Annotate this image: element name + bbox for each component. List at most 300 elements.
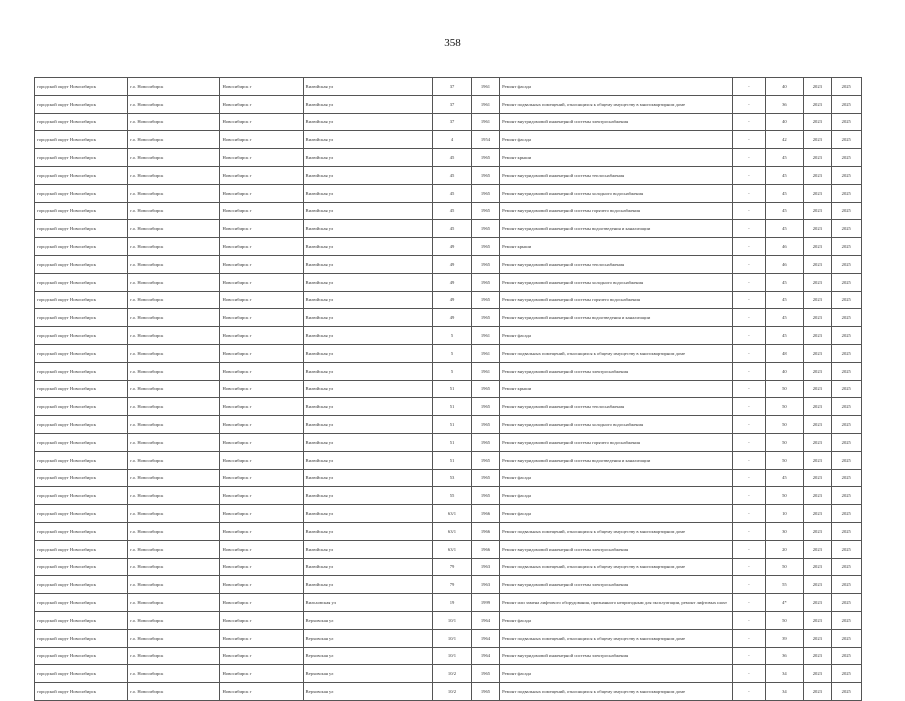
end-year-cell: 2025 — [831, 629, 861, 647]
page-number: 358 — [444, 37, 461, 49]
house-number-cell: 51 — [433, 433, 472, 451]
end-year-cell: 2025 — [831, 469, 861, 487]
city-cell: Новосибирск г — [220, 291, 303, 309]
municipality-cell: городской округ Новосибирск — [35, 611, 128, 629]
district-cell: г.о. Новосибирск — [128, 540, 220, 558]
district-cell: г.о. Новосибирск — [128, 665, 220, 683]
end-year-cell: 2025 — [831, 362, 861, 380]
city-cell: Новосибирск г — [220, 238, 303, 256]
district-cell: г.о. Новосибирск — [128, 505, 220, 523]
year-built-cell: 1961 — [471, 327, 499, 345]
street-cell: Вилюйская ул — [303, 309, 433, 327]
start-year-cell: 2023 — [804, 451, 831, 469]
district-cell: г.о. Новосибирск — [128, 576, 220, 594]
start-year-cell: 2023 — [804, 291, 831, 309]
work-type-cell: Ремонт внутридомовой инженерной системы водоотведения и канализации — [500, 451, 733, 469]
house-number-cell: 49 — [433, 291, 472, 309]
table-row — [35, 576, 862, 594]
year-built-cell: 1965 — [471, 220, 499, 238]
city-cell: Новосибирск г — [220, 273, 303, 291]
year-built-cell: 1964 — [471, 647, 499, 665]
district-cell: г.о. Новосибирск — [128, 522, 220, 540]
building-age-cell: 40 — [765, 362, 804, 380]
city-cell: Новосибирск г — [220, 469, 303, 487]
district-cell: г.о. Новосибирск — [128, 611, 220, 629]
table-row — [35, 683, 862, 701]
street-cell: Вилюйская ул — [303, 166, 433, 184]
work-type-cell: Ремонт внутридомовой инженерной системы горячего водоснабжения — [500, 433, 733, 451]
house-number-cell: 5 — [433, 344, 472, 362]
table-row — [35, 558, 862, 576]
district-cell: г.о. Новосибирск — [128, 487, 220, 505]
house-number-cell: 51 — [433, 416, 472, 434]
house-number-cell: 45 — [433, 166, 472, 184]
year-built-cell: 1965 — [471, 451, 499, 469]
municipality-cell: городской округ Новосибирск — [35, 683, 128, 701]
table-row — [35, 540, 862, 558]
house-number-cell: 79 — [433, 558, 472, 576]
district-cell: г.о. Новосибирск — [128, 362, 220, 380]
municipality-cell: городской округ Новосибирск — [35, 95, 128, 113]
start-year-cell: 2023 — [804, 309, 831, 327]
start-year-cell: 2023 — [804, 166, 831, 184]
planned-cost-cell: - — [733, 166, 765, 184]
building-age-cell: 45 — [765, 309, 804, 327]
building-age-cell: 50 — [765, 487, 804, 505]
planned-cost-cell: - — [733, 487, 765, 505]
start-year-cell: 2023 — [804, 78, 831, 96]
table-row — [35, 95, 862, 113]
year-built-cell: 1966 — [471, 522, 499, 540]
district-cell: г.о. Новосибирск — [128, 220, 220, 238]
building-age-cell: 50 — [765, 451, 804, 469]
start-year-cell: 2023 — [804, 398, 831, 416]
house-number-cell: 45 — [433, 220, 472, 238]
district-cell: г.о. Новосибирск — [128, 95, 220, 113]
planned-cost-cell: - — [733, 149, 765, 167]
planned-cost-cell: - — [733, 291, 765, 309]
municipality-cell: городской округ Новосибирск — [35, 433, 128, 451]
municipality-cell: городской округ Новосибирск — [35, 202, 128, 220]
year-built-cell: 1963 — [471, 576, 499, 594]
year-built-cell: 1961 — [471, 344, 499, 362]
year-built-cell: 1965 — [471, 184, 499, 202]
building-age-cell: 45 — [765, 327, 804, 345]
city-cell: Новосибирск г — [220, 398, 303, 416]
district-cell: г.о. Новосибирск — [128, 78, 220, 96]
city-cell: Новосибирск г — [220, 683, 303, 701]
planned-cost-cell: - — [733, 273, 765, 291]
city-cell: Новосибирск г — [220, 594, 303, 612]
work-type-cell: Ремонт подвальных помещений, относящихся к общему имуществу в многоквартирном доме — [500, 629, 733, 647]
planned-cost-cell: - — [733, 629, 765, 647]
end-year-cell: 2025 — [831, 220, 861, 238]
work-type-cell: Ремонт фасада — [500, 611, 733, 629]
district-cell: г.о. Новосибирск — [128, 594, 220, 612]
municipality-cell: городской округ Новосибирск — [35, 113, 128, 131]
street-cell: Вилюйская ул — [303, 469, 433, 487]
house-number-cell: 63/1 — [433, 505, 472, 523]
table-row — [35, 184, 862, 202]
street-cell: Вилюйская ул — [303, 202, 433, 220]
house-number-cell: 49 — [433, 309, 472, 327]
municipality-cell: городской округ Новосибирск — [35, 273, 128, 291]
table-row — [35, 487, 862, 505]
district-cell: г.о. Новосибирск — [128, 291, 220, 309]
planned-cost-cell: - — [733, 433, 765, 451]
start-year-cell: 2023 — [804, 629, 831, 647]
municipality-cell: городской округ Новосибирск — [35, 149, 128, 167]
table-row — [35, 131, 862, 149]
work-type-cell: Ремонт подвальных помещений, относящихся к общему имуществу в многоквартирном доме — [500, 683, 733, 701]
work-type-cell: Ремонт фасада — [500, 665, 733, 683]
start-year-cell: 2023 — [804, 505, 831, 523]
street-cell: Вилюйская ул — [303, 487, 433, 505]
house-number-cell: 53 — [433, 469, 472, 487]
building-age-cell: 50 — [765, 398, 804, 416]
year-built-cell: 1961 — [471, 113, 499, 131]
building-age-cell: 40 — [765, 113, 804, 131]
city-cell: Новосибирск г — [220, 629, 303, 647]
building-age-cell: 48 — [765, 344, 804, 362]
start-year-cell: 2023 — [804, 184, 831, 202]
district-cell: г.о. Новосибирск — [128, 149, 220, 167]
house-number-cell: 63/1 — [433, 522, 472, 540]
city-cell: Новосибирск г — [220, 611, 303, 629]
work-type-cell: Ремонт подвальных помещений, относящихся к общему имуществу в многоквартирном доме — [500, 95, 733, 113]
table-row — [35, 202, 862, 220]
year-built-cell: 1965 — [471, 273, 499, 291]
city-cell: Новосибирск г — [220, 309, 303, 327]
district-cell: г.о. Новосибирск — [128, 166, 220, 184]
table-row — [35, 149, 862, 167]
building-age-cell: 45 — [765, 220, 804, 238]
district-cell: г.о. Новосибирск — [128, 469, 220, 487]
house-number-cell: 37 — [433, 95, 472, 113]
work-type-cell: Ремонт подвальных помещений, относящихся к общему имуществу в многоквартирном доме — [500, 344, 733, 362]
street-cell: Вилюйская ул — [303, 220, 433, 238]
building-age-cell: 45 — [765, 202, 804, 220]
district-cell: г.о. Новосибирск — [128, 131, 220, 149]
street-cell: Вилюйская ул — [303, 522, 433, 540]
district-cell: г.о. Новосибирск — [128, 309, 220, 327]
district-cell: г.о. Новосибирск — [128, 202, 220, 220]
building-age-cell: 42 — [765, 131, 804, 149]
end-year-cell: 2025 — [831, 505, 861, 523]
city-cell: Новосибирск г — [220, 344, 303, 362]
year-built-cell: 1964 — [471, 611, 499, 629]
table-row — [35, 469, 862, 487]
house-number-cell: 51 — [433, 398, 472, 416]
table-row — [35, 416, 862, 434]
municipality-cell: городской округ Новосибирск — [35, 629, 128, 647]
start-year-cell: 2023 — [804, 362, 831, 380]
table-row — [35, 113, 862, 131]
work-type-cell: Ремонт внутридомовой инженерной системы холодного водоснабжения — [500, 273, 733, 291]
planned-cost-cell: - — [733, 255, 765, 273]
city-cell: Новосибирск г — [220, 131, 303, 149]
year-built-cell: 1966 — [471, 540, 499, 558]
city-cell: Новосибирск г — [220, 184, 303, 202]
house-number-cell: 79 — [433, 576, 472, 594]
work-type-cell: Ремонт фасада — [500, 327, 733, 345]
planned-cost-cell: - — [733, 131, 765, 149]
street-cell: Верховская ул — [303, 683, 433, 701]
end-year-cell: 2025 — [831, 611, 861, 629]
planned-cost-cell: - — [733, 220, 765, 238]
building-age-cell: 45 — [765, 291, 804, 309]
end-year-cell: 2025 — [831, 416, 861, 434]
year-built-cell: 1965 — [471, 433, 499, 451]
year-built-cell: 1965 — [471, 309, 499, 327]
planned-cost-cell: - — [733, 522, 765, 540]
municipality-cell: городской округ Новосибирск — [35, 327, 128, 345]
district-cell: г.о. Новосибирск — [128, 380, 220, 398]
municipality-cell: городской округ Новосибирск — [35, 665, 128, 683]
building-age-cell: 45 — [765, 184, 804, 202]
work-type-cell: Ремонт крыши — [500, 380, 733, 398]
work-type-cell: Ремонт внутридомовой инженерной системы теплоснабжения — [500, 166, 733, 184]
municipality-cell: городской округ Новосибирск — [35, 451, 128, 469]
city-cell: Новосибирск г — [220, 576, 303, 594]
building-age-cell: 34 — [765, 683, 804, 701]
planned-cost-cell: - — [733, 647, 765, 665]
street-cell: Вилюйская ул — [303, 398, 433, 416]
planned-cost-cell: - — [733, 362, 765, 380]
table-row — [35, 362, 862, 380]
year-built-cell: 1965 — [471, 416, 499, 434]
table-row — [35, 629, 862, 647]
work-type-cell: Ремонт фасада — [500, 469, 733, 487]
building-age-cell: 46 — [765, 255, 804, 273]
house-number-cell: 55 — [433, 487, 472, 505]
city-cell: Новосибирск г — [220, 558, 303, 576]
street-cell: Вилюйская ул — [303, 131, 433, 149]
end-year-cell: 2025 — [831, 113, 861, 131]
building-age-cell: 45 — [765, 149, 804, 167]
end-year-cell: 2025 — [831, 309, 861, 327]
year-built-cell: 1965 — [471, 469, 499, 487]
start-year-cell: 2023 — [804, 647, 831, 665]
building-age-cell: 39 — [765, 629, 804, 647]
municipality-cell: городской округ Новосибирск — [35, 576, 128, 594]
municipality-cell: городской округ Новосибирск — [35, 380, 128, 398]
street-cell: Вилюйская ул — [303, 78, 433, 96]
end-year-cell: 2025 — [831, 184, 861, 202]
table-row — [35, 238, 862, 256]
building-age-cell: 36 — [765, 647, 804, 665]
building-age-cell: 50 — [765, 558, 804, 576]
municipality-cell: городской округ Новосибирск — [35, 558, 128, 576]
street-cell: Вилюйская ул — [303, 149, 433, 167]
year-built-cell: 1965 — [471, 166, 499, 184]
table-row — [35, 309, 862, 327]
municipality-cell: городской округ Новосибирск — [35, 398, 128, 416]
building-age-cell: 45 — [765, 166, 804, 184]
work-type-cell: Ремонт крыши — [500, 238, 733, 256]
district-cell: г.о. Новосибирск — [128, 629, 220, 647]
start-year-cell: 2023 — [804, 131, 831, 149]
year-built-cell: 1965 — [471, 380, 499, 398]
start-year-cell: 2023 — [804, 469, 831, 487]
work-type-cell: Ремонт внутридомовой инженерной системы электроснабжения — [500, 362, 733, 380]
table-row — [35, 78, 862, 96]
work-type-cell: Ремонт подвальных помещений, относящихся к общему имуществу в многоквартирном доме — [500, 558, 733, 576]
municipality-cell: городской округ Новосибирск — [35, 522, 128, 540]
city-cell: Новосибирск г — [220, 255, 303, 273]
street-cell: Вилюйская ул — [303, 95, 433, 113]
house-number-cell: 45 — [433, 184, 472, 202]
year-built-cell: 1965 — [471, 665, 499, 683]
city-cell: Новосибирск г — [220, 505, 303, 523]
street-cell: Вилюйская ул — [303, 362, 433, 380]
year-built-cell: 1965 — [471, 683, 499, 701]
work-type-cell: Ремонт внутридомовой инженерной системы электроснабжения — [500, 113, 733, 131]
municipality-cell: городской округ Новосибирск — [35, 184, 128, 202]
municipality-cell: городской округ Новосибирск — [35, 594, 128, 612]
house-number-cell: 37 — [433, 113, 472, 131]
table-row — [35, 433, 862, 451]
house-number-cell: 45 — [433, 202, 472, 220]
street-cell: Вилюйская ул — [303, 380, 433, 398]
table-row — [35, 166, 862, 184]
end-year-cell: 2025 — [831, 327, 861, 345]
table-row — [35, 522, 862, 540]
city-cell: Новосибирск г — [220, 166, 303, 184]
city-cell: Новосибирск г — [220, 78, 303, 96]
start-year-cell: 2023 — [804, 95, 831, 113]
registry-table — [34, 77, 862, 701]
end-year-cell: 2025 — [831, 95, 861, 113]
planned-cost-cell: - — [733, 611, 765, 629]
work-type-cell: Ремонт внутридомовой инженерной системы электроснабжения — [500, 576, 733, 594]
street-cell: Вилюйская ул — [303, 327, 433, 345]
year-built-cell: 1965 — [471, 202, 499, 220]
planned-cost-cell: - — [733, 505, 765, 523]
planned-cost-cell: - — [733, 184, 765, 202]
district-cell: г.о. Новосибирск — [128, 398, 220, 416]
street-cell: Вилюйская ул — [303, 255, 433, 273]
city-cell: Новосибирск г — [220, 95, 303, 113]
table-row — [35, 665, 862, 683]
table-row — [35, 380, 862, 398]
work-type-cell: Ремонт или замена лифтового оборудования, признанного непригодным для эксплуатации, ремонт лифтовых шахт — [500, 594, 733, 612]
year-built-cell: 1961 — [471, 78, 499, 96]
district-cell: г.о. Новосибирск — [128, 647, 220, 665]
start-year-cell: 2023 — [804, 416, 831, 434]
year-built-cell: 1965 — [471, 149, 499, 167]
year-built-cell: 1999 — [471, 594, 499, 612]
table-row — [35, 611, 862, 629]
district-cell: г.о. Новосибирск — [128, 273, 220, 291]
work-type-cell: Ремонт внутридомовой инженерной системы холодного водоснабжения — [500, 184, 733, 202]
municipality-cell: городской округ Новосибирск — [35, 540, 128, 558]
city-cell: Новосибирск г — [220, 433, 303, 451]
planned-cost-cell: - — [733, 113, 765, 131]
district-cell: г.о. Новосибирск — [128, 451, 220, 469]
table-row — [35, 291, 862, 309]
municipality-cell: городской округ Новосибирск — [35, 647, 128, 665]
municipality-cell: городской округ Новосибирск — [35, 416, 128, 434]
work-type-cell: Ремонт фасада — [500, 131, 733, 149]
street-cell: Вилюйская ул — [303, 451, 433, 469]
building-age-cell: 45 — [765, 273, 804, 291]
house-number-cell: 37 — [433, 78, 472, 96]
city-cell: Новосибирск г — [220, 202, 303, 220]
end-year-cell: 2025 — [831, 576, 861, 594]
house-number-cell: 49 — [433, 273, 472, 291]
end-year-cell: 2025 — [831, 647, 861, 665]
start-year-cell: 2023 — [804, 522, 831, 540]
building-age-cell: 50 — [765, 433, 804, 451]
work-type-cell: Ремонт подвальных помещений, относящихся к общему имуществу в многоквартирном доме — [500, 522, 733, 540]
city-cell: Новосибирск г — [220, 647, 303, 665]
start-year-cell: 2023 — [804, 558, 831, 576]
year-built-cell: 1966 — [471, 505, 499, 523]
district-cell: г.о. Новосибирск — [128, 327, 220, 345]
work-type-cell: Ремонт внутридомовой инженерной системы теплоснабжения — [500, 255, 733, 273]
building-age-cell: 50 — [765, 416, 804, 434]
house-number-cell: 49 — [433, 255, 472, 273]
end-year-cell: 2025 — [831, 398, 861, 416]
street-cell: Вилюйская ул — [303, 344, 433, 362]
table-row — [35, 344, 862, 362]
municipality-cell: городской округ Новосибирск — [35, 78, 128, 96]
municipality-cell: городской округ Новосибирск — [35, 166, 128, 184]
city-cell: Новосибирск г — [220, 451, 303, 469]
table-row — [35, 647, 862, 665]
city-cell: Новосибирск г — [220, 113, 303, 131]
city-cell: Новосибирск г — [220, 220, 303, 238]
building-age-cell: 10 — [765, 505, 804, 523]
municipality-cell: городской округ Новосибирск — [35, 505, 128, 523]
end-year-cell: 2025 — [831, 202, 861, 220]
year-built-cell: 1954 — [471, 131, 499, 149]
planned-cost-cell: - — [733, 238, 765, 256]
house-number-cell: 45 — [433, 149, 472, 167]
street-cell: Вилюйская ул — [303, 273, 433, 291]
work-type-cell: Ремонт фасада — [500, 487, 733, 505]
start-year-cell: 2023 — [804, 380, 831, 398]
street-cell: Вильховская ул — [303, 594, 433, 612]
planned-cost-cell: - — [733, 327, 765, 345]
street-cell: Верховская ул — [303, 611, 433, 629]
district-cell: г.о. Новосибирск — [128, 238, 220, 256]
house-number-cell: 10/1 — [433, 647, 472, 665]
planned-cost-cell: - — [733, 202, 765, 220]
municipality-cell: городской округ Новосибирск — [35, 487, 128, 505]
start-year-cell: 2023 — [804, 594, 831, 612]
street-cell: Вилюйская ул — [303, 505, 433, 523]
start-year-cell: 2023 — [804, 487, 831, 505]
year-built-cell: 1961 — [471, 362, 499, 380]
table-row — [35, 220, 862, 238]
street-cell: Верховская ул — [303, 665, 433, 683]
planned-cost-cell: - — [733, 416, 765, 434]
work-type-cell: Ремонт внутридомовой инженерной системы холодного водоснабжения — [500, 416, 733, 434]
house-number-cell: 49 — [433, 238, 472, 256]
municipality-cell: городской округ Новосибирск — [35, 291, 128, 309]
city-cell: Новосибирск г — [220, 327, 303, 345]
city-cell: Новосибирск г — [220, 149, 303, 167]
planned-cost-cell: - — [733, 398, 765, 416]
start-year-cell: 2023 — [804, 344, 831, 362]
street-cell: Вилюйская ул — [303, 238, 433, 256]
municipality-cell: городской округ Новосибирск — [35, 309, 128, 327]
end-year-cell: 2025 — [831, 487, 861, 505]
house-number-cell: 10/1 — [433, 629, 472, 647]
house-number-cell: 5 — [433, 327, 472, 345]
